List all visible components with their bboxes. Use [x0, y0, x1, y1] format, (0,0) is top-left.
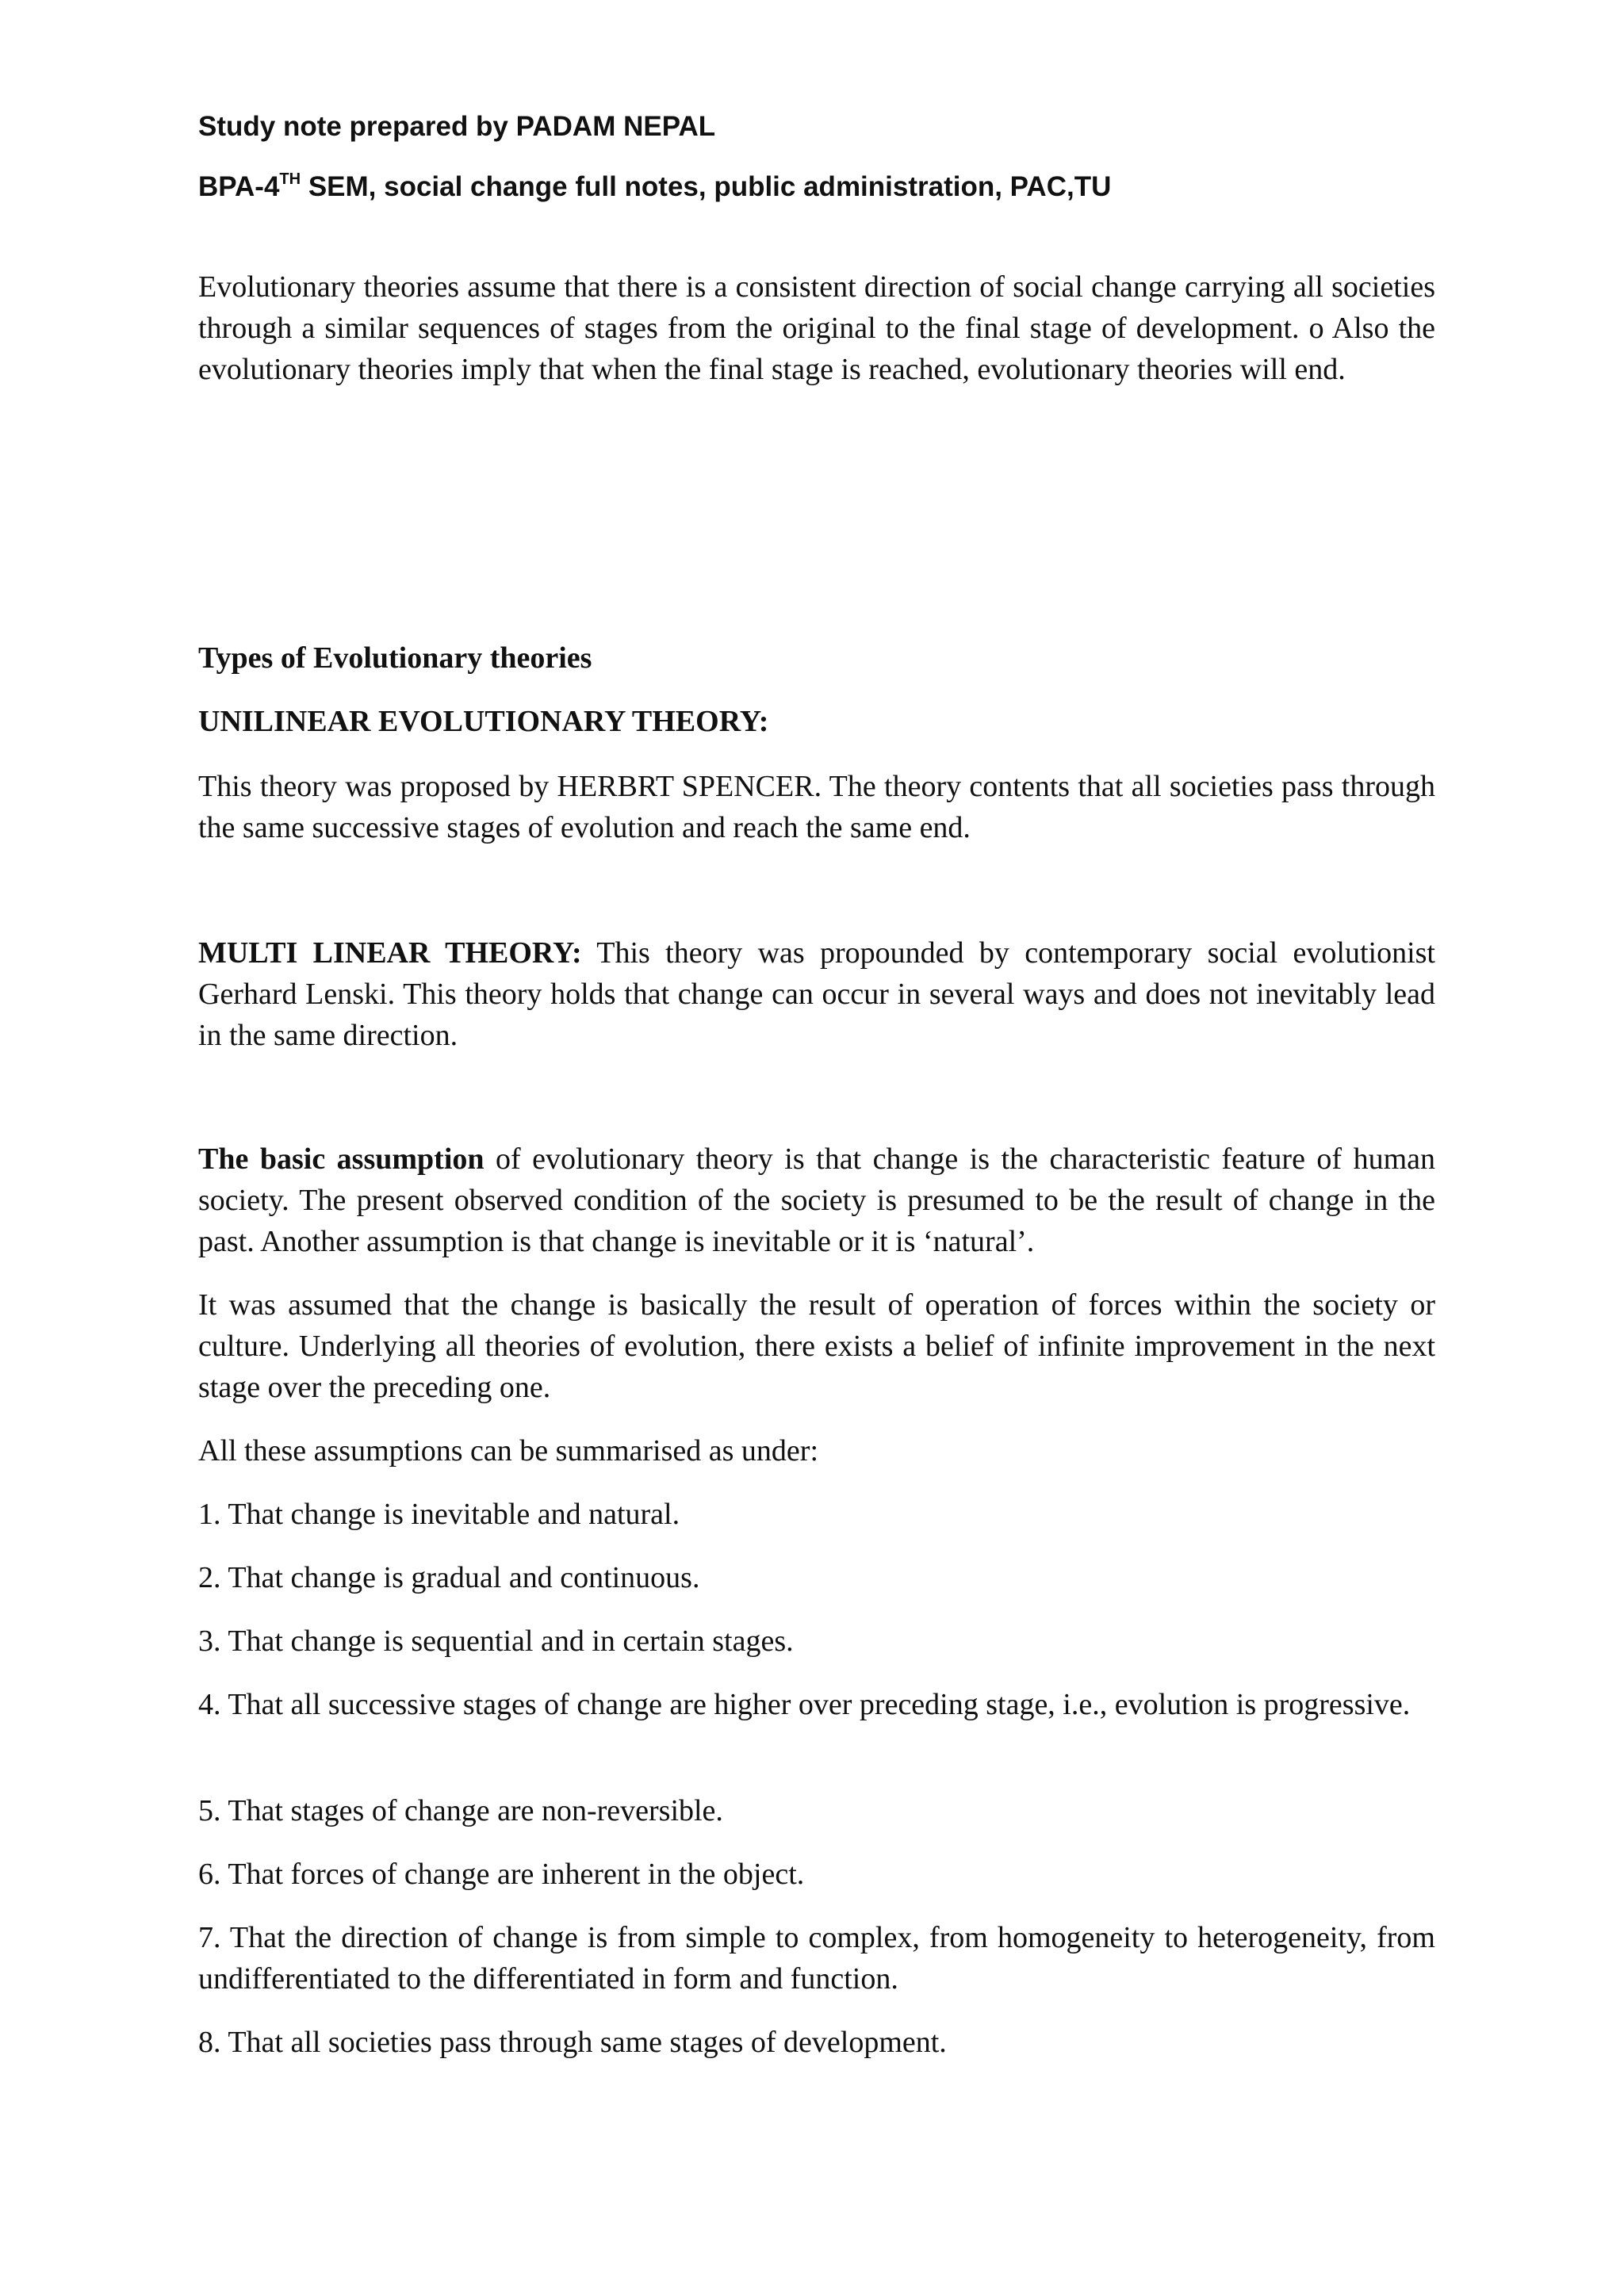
list-item: 1. That change is inevitable and natural. [198, 1498, 680, 1531]
list-item: 5. That stages of change are non-reversible. [198, 1794, 723, 1827]
list-item: 6. That forces of change are inherent in the object. [198, 1858, 805, 1891]
assumed-paragraph: It was assumed that the change is basically the result of operation of forces within the society or culture. Underlying all theories of evolution, there exists a belief of infinite improvement in the next stage over the preceding one. [198, 1288, 1435, 1404]
types-heading-text: Types of Evolutionary theories [198, 641, 592, 675]
multilinear-body: This theory was propounded by contemporary social evolutionist Gerhard Lenski. This theory holds that change can occur in several ways and does not inevitably lead in the same direction. [198, 936, 1435, 1052]
intro-paragraph: Evolutionary theories assume that there is a consistent direction of social change carrying all societies through a similar sequences of stages from the original to the final stage of development. o Also the evolutionary theories imply that when the final stage is reached, evolutionary theories will end. [198, 270, 1435, 386]
multilinear-heading: MULTI LINEAR THEORY: [198, 936, 582, 970]
list-item: 7. That the direction of change is from simple to complex, from homogeneity to heterogeneity, from undifferentiated to the differentiated in form and function. [198, 1921, 1435, 1996]
list-item: 3. That change is sequential and in certain stages. [198, 1624, 794, 1658]
list-item: 8. That all societies pass through same stages of development. [198, 2026, 947, 2059]
course-line-superscript: TH [279, 170, 301, 188]
author-line: Study note prepared by PADAM NEPAL [198, 111, 716, 142]
list-item: 4. That all successive stages of change are higher over preceding stage, i.e., evolution is progressive. [198, 1688, 1411, 1721]
basic-assumption-body: of evolutionary theory is that change is the characteristic feature of human society. The present observed condition of the society is presumed to be the result of change in the past. Another assumption is that change is inevitable or it is ‘natural’. [198, 1142, 1435, 1258]
types-heading [198, 641, 592, 675]
course-line [198, 171, 1111, 203]
list-item: 2. That change is gradual and continuous. [198, 1561, 700, 1594]
unilinear-heading: UNILINEAR EVOLUTIONARY THEORY: [198, 705, 769, 738]
course-line-rest: SEM, social change full notes, public administration, PAC,TU [301, 171, 1112, 202]
course-line-prefix: BPA-4 [198, 171, 280, 202]
unilinear-paragraph: This theory was proposed by HERBRT SPENCER. The theory contents that all societies pass through the same successive stages of evolution and reach the same end. [198, 770, 1435, 844]
summary-intro: All these assumptions can be summarised as under: [198, 1434, 819, 1468]
multilinear-paragraph [198, 932, 1435, 1056]
basic-assumption-heading: The basic assumption [198, 1142, 485, 1176]
basic-assumption-paragraph [198, 1138, 1435, 1262]
